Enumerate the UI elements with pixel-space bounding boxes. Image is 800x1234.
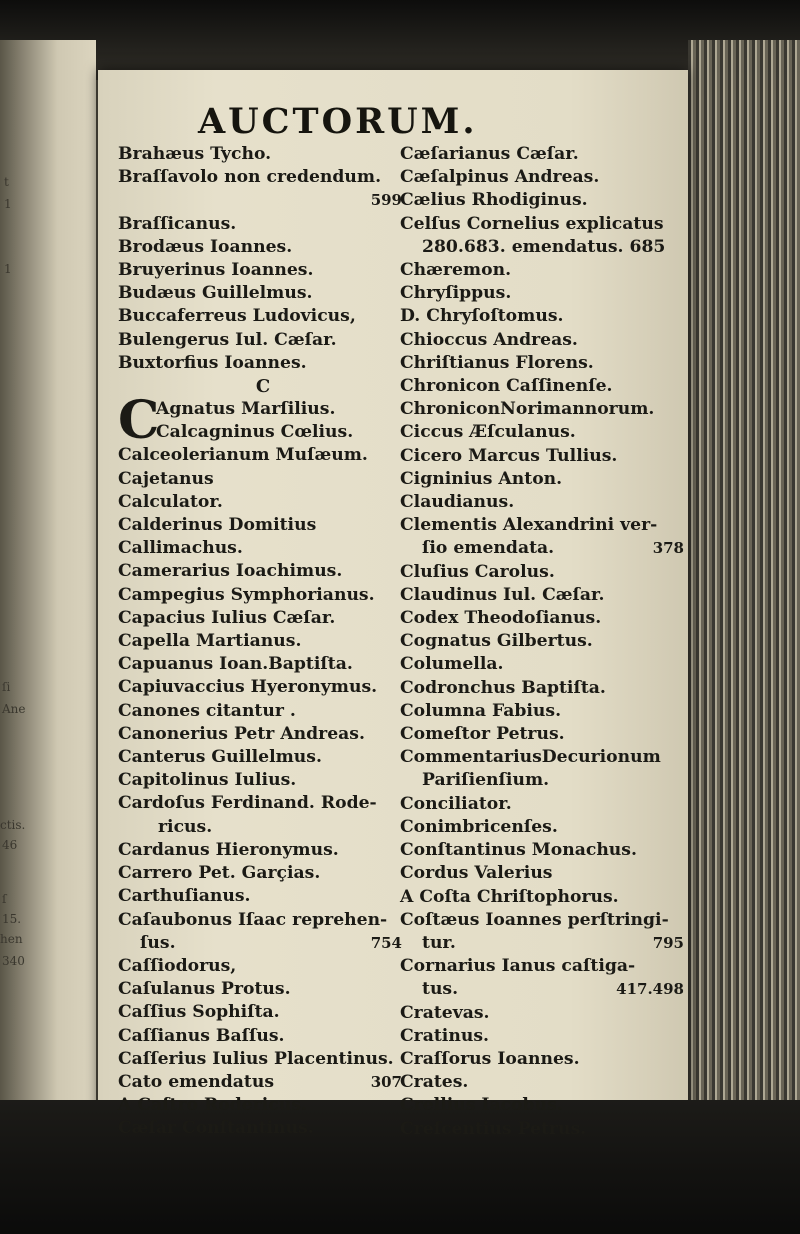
entry-name: Codronchus Baptiſta. [400, 677, 606, 698]
index-entry [400, 213, 690, 236]
index-entry [118, 1071, 408, 1094]
entry-name: Columna Fabius. [400, 700, 562, 721]
entry-name: ſio emendata. [422, 538, 555, 559]
index-entry [118, 1117, 408, 1140]
entry-name: A Caſtro Rodericus. [118, 1095, 307, 1116]
index-entry [118, 560, 408, 583]
entry-name: Brahæus Tycho. [118, 144, 272, 164]
margin-mark: ctis. [0, 818, 26, 832]
index-entry [400, 537, 690, 560]
entry-name: Cratevas. [400, 1002, 490, 1023]
index-entry [400, 259, 690, 282]
margin-mark: ſi [2, 680, 11, 694]
entry-name: A Coſta Chriſtophorus. [400, 886, 619, 907]
index-entry [118, 816, 408, 839]
index-entry [400, 143, 690, 166]
entry-name: ſus. [140, 932, 176, 953]
entry-name: Cardoſus Ferdinand. Rode- [118, 793, 377, 814]
index-entry [400, 584, 690, 607]
index-entry [118, 189, 408, 212]
index-entry [400, 421, 690, 444]
entry-name: CommentariusDecurionum [400, 747, 661, 768]
page-reference: 378 [652, 539, 684, 558]
entry-name: Capuanus Ioan.Baptiſta. [118, 654, 353, 675]
page-header: AUCTORUM. [198, 101, 478, 142]
index-entry [118, 1001, 408, 1024]
entry-name: Buccaferreus Ludovicus, [118, 306, 356, 327]
index-entry [118, 166, 408, 189]
index-entry [400, 491, 690, 514]
page-reference: 307 [370, 1072, 402, 1091]
entry-name: Braſſavolo non credendum. [118, 167, 382, 188]
page-reference: 599 [370, 191, 402, 210]
index-entry [400, 1071, 690, 1094]
entry-name: Capiuvaccius Hyeronymus. [118, 677, 378, 698]
entry-name: Cicero Marcus Tullius. [400, 445, 618, 466]
margin-mark: 15. [2, 912, 22, 926]
entry-name: Cæſar Conſtantinus. [118, 1118, 314, 1139]
entry-name: Ciccus Æſculanus. [400, 422, 576, 443]
index-entry [400, 955, 690, 978]
entry-name: Pariſienſium. [422, 770, 550, 791]
index-entry [400, 305, 690, 328]
entry-name: Columella. [400, 654, 504, 675]
entry-name: Bruyerinus Ioannes. [118, 260, 314, 281]
entry-name: Calcagninus Cœlius. [156, 422, 354, 443]
entry-name: Carthuſianus. [118, 886, 251, 907]
entry-name: Campegius Symphorianus. [118, 584, 375, 605]
index-entry [400, 468, 690, 491]
index-entry [118, 352, 408, 375]
index-entry [118, 700, 408, 723]
entry-name: Codex Theodoſianus. [400, 608, 602, 629]
margin-mark: Ane [2, 702, 26, 716]
index-entry [118, 1094, 408, 1117]
entry-name: Cæſalpinus Andreas. [400, 167, 600, 188]
entry-name: Braſſicanus. [118, 213, 237, 234]
index-entry [400, 909, 690, 932]
index-entry [118, 514, 408, 537]
entry-name: Chriſtianus Florens. [400, 352, 594, 373]
entry-name: Buxtorfius Ioannes. [118, 352, 307, 373]
index-entry [118, 630, 408, 653]
index-entry [400, 700, 690, 723]
entry-name: Capacius Iulius Cæſar. [118, 607, 336, 628]
entry-name: Cajetanus [118, 468, 214, 489]
entry-name: 280.683. emendatus. 685 [422, 236, 666, 257]
index-entry [400, 561, 690, 584]
entry-name: Comeſtor Petrus. [400, 724, 565, 745]
margin-mark: 1 [4, 262, 12, 276]
index-entry [118, 468, 408, 491]
index-entry [118, 1048, 408, 1071]
index-entry [400, 514, 690, 537]
index-entry [400, 746, 690, 769]
entry-name: Crellius Iacobus. [400, 1095, 563, 1116]
index-entry [400, 1118, 690, 1141]
index-entry [118, 584, 408, 607]
margin-mark: t [4, 175, 9, 189]
index-entry [118, 746, 408, 769]
index-entry [118, 839, 408, 862]
entry-name: Crates. [400, 1072, 469, 1093]
entry-name: Coſtæus Ioannes perſtringi- [400, 909, 669, 930]
index-entry [118, 1025, 408, 1048]
index-entry [400, 932, 690, 955]
index-entry [400, 607, 690, 630]
entry-name: Cæſarianus Cæſar. [400, 144, 579, 164]
index-entry [118, 955, 408, 978]
index-entry [400, 793, 690, 816]
dropcap-block [118, 390, 408, 452]
index-entry [118, 932, 408, 955]
entry-name: Caſulanus Protus. [118, 979, 291, 1000]
index-entry [118, 444, 408, 467]
entry-name: Calculator. [118, 491, 223, 512]
index-entry [400, 886, 690, 909]
index-entry [400, 445, 690, 468]
index-entry [400, 769, 690, 792]
entry-name: Canterus Guillelmus. [118, 747, 322, 768]
index-entry [118, 421, 408, 444]
drop-cap: C [118, 390, 160, 452]
entry-name: D. Chryſoſtomus. [400, 306, 564, 327]
entry-name: Cordus Valerius [400, 863, 553, 884]
left-column [118, 143, 408, 1141]
entry-name: Budæus Guillelmus. [118, 283, 313, 304]
entry-name: Conimbricenſes. [400, 816, 558, 837]
index-entry [400, 352, 690, 375]
previous-page-margin [0, 40, 96, 1140]
entry-name: Cælius Rhodiginus. [400, 190, 588, 211]
margin-mark: hen [0, 932, 23, 946]
index-entry [400, 978, 690, 1001]
page-reference: 417.498 [616, 980, 684, 999]
entry-name: Cigninius Anton. [400, 468, 563, 489]
index-entry [400, 1048, 690, 1071]
entry-name: Claudinus Iul. Cæſar. [400, 584, 605, 605]
entry-name: Capella Martianus. [118, 631, 302, 652]
entry-name: Caſſius Sophiſta. [118, 1002, 280, 1023]
page-edges [688, 40, 800, 1140]
entry-name: Callimachus. [118, 538, 243, 559]
margin-mark: ſ [2, 892, 7, 906]
index-entry [400, 816, 690, 839]
entry-name: Capitolinus Iulius. [118, 770, 297, 791]
entry-name: Creſcentius Petrus. [400, 1118, 587, 1139]
index-entry [400, 862, 690, 885]
entry-name: Agnatus Marſilius. [156, 399, 336, 420]
entry-name: Craſſorus Ioannes. [400, 1048, 580, 1069]
entry-name: ChroniconNorimannorum. [400, 399, 655, 420]
index-entry [118, 769, 408, 792]
margin-mark: 46 [2, 838, 18, 852]
index-entry [118, 259, 408, 282]
entry-name: Caſſiodorus, [118, 955, 237, 976]
entry-name: Carrero Pet. Garçias. [118, 863, 321, 884]
index-entry [400, 329, 690, 352]
page-reference: 754 [370, 933, 402, 952]
index-entry [400, 630, 690, 653]
index-entry [400, 1002, 690, 1025]
index-entry [118, 491, 408, 514]
index-entry [118, 329, 408, 352]
index-entry [118, 282, 408, 305]
entry-name: Calderinus Domitius [118, 515, 317, 536]
entry-name: Chryſippus. [400, 283, 512, 304]
entry-name: Cognatus Gilbertus. [400, 631, 593, 652]
entry-name: tur. [422, 932, 456, 953]
entry-name: Chioccus Andreas. [400, 329, 578, 350]
index-entry [118, 236, 408, 259]
index-entry [400, 236, 690, 259]
page-reference: 795 [652, 933, 684, 952]
index-entry [118, 398, 408, 421]
entry-name: Caſaubonus Iſaac reprehen- [118, 909, 388, 930]
entry-name: Cluſius Carolus. [400, 561, 555, 582]
index-entry [118, 885, 408, 908]
entry-name: Conciliator. [400, 793, 512, 814]
margin-mark: 1 [4, 197, 12, 211]
index-entry [400, 375, 690, 398]
entry-name: Brodæus Ioannes. [118, 236, 293, 257]
index-entry [118, 862, 408, 885]
entry-name: Conſtantinus Monachus. [400, 840, 637, 861]
index-entry [400, 653, 690, 676]
index-entry [400, 166, 690, 189]
entry-name: Calceolerianum Muſæum. [118, 445, 368, 466]
entry-name: Chronicon Caſſinenſe. [400, 376, 613, 397]
index-entry [400, 839, 690, 862]
index-entry [400, 1025, 690, 1048]
index-entry [400, 1094, 690, 1117]
entry-name: Caſſerius Iulius Placentinus. [118, 1048, 394, 1069]
entry-name: Canones citantur . [118, 700, 296, 721]
index-entry [118, 978, 408, 1001]
entry-name: Canonerius Petr Andreas. [118, 723, 365, 744]
index-entry [118, 305, 408, 328]
margin-mark: 340 [2, 954, 25, 968]
entry-name: Cratinus. [400, 1025, 489, 1046]
index-entry [118, 909, 408, 932]
index-entry [400, 189, 690, 212]
entry-name: Chæremon. [400, 260, 512, 281]
entry-name: Caſſianus Baſſus. [118, 1025, 285, 1046]
entry-name: Cato emendatus [118, 1071, 275, 1092]
entry-name: ricus. [158, 816, 213, 837]
entry-name: Claudianus. [400, 492, 515, 513]
entry-name: Clementis Alexandrini ver- [400, 515, 658, 536]
index-entry [118, 143, 408, 166]
entry-name: Bulengerus Iul. Cæſar. [118, 329, 337, 350]
entry-name: tus. [422, 979, 459, 1000]
entry-name: Celſus Cornelius explicatus [400, 213, 664, 234]
section-letter: C [255, 376, 271, 398]
index-entry [400, 282, 690, 305]
index-entry [118, 792, 408, 815]
page-gutter-line [96, 80, 98, 1120]
index-entry [118, 676, 408, 699]
index-entry [118, 537, 408, 560]
entry-name: Camerarius Ioachimus. [118, 561, 343, 582]
index-entry [400, 677, 690, 700]
index-entry [400, 723, 690, 746]
index-entry [118, 723, 408, 746]
index-entry [118, 653, 408, 676]
index-entry [400, 398, 690, 421]
index-entry [118, 607, 408, 630]
right-column [400, 143, 690, 1141]
entry-name: Cornarius Ianus caſtiga- [400, 956, 636, 977]
entry-name: Cardanus Hieronymus. [118, 839, 339, 860]
index-entry [118, 213, 408, 236]
